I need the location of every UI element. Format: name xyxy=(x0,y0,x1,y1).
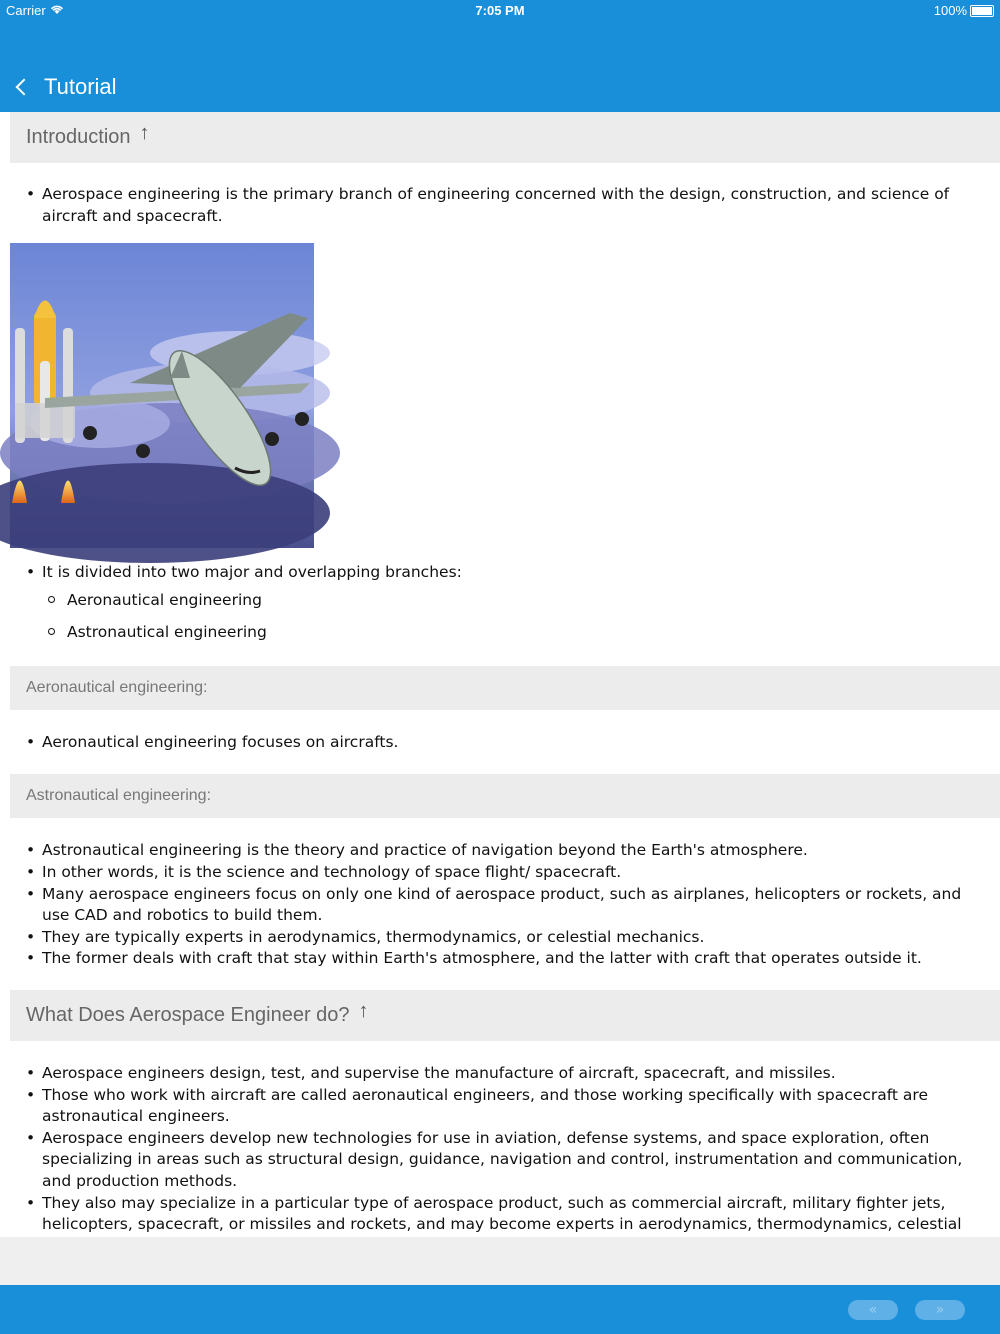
back-label: Tutorial xyxy=(44,74,117,99)
list-item: • Aerospace engineering is the primary branch of engineering concerned with the design, construction, and science of aircraft and spacecraft. xyxy=(26,184,986,227)
list-item: • Many aerospace engineers focus on only one kind of aerospace product, such as airplanes, helicopters or rockets, and use CAD and robotics to build them. xyxy=(26,884,986,927)
clock: 7:05 PM xyxy=(475,3,525,18)
next-page-button[interactable] xyxy=(915,1300,965,1320)
double-chevron-right-icon: » xyxy=(935,1302,945,1318)
branch-label: Aeronautical engineering xyxy=(67,590,262,609)
list-item: • In other words, it is the science and technology of space flight/ spacecraft. xyxy=(26,862,986,884)
list-item: • Those who work with aircraft are called aeronautical engineers, and those working specifically with spacecraft are astronautical engineers. xyxy=(26,1085,986,1128)
bottom-navigation-bar xyxy=(0,1285,1000,1334)
status-bar xyxy=(0,0,1000,22)
arrow-up-icon[interactable]: ↑ xyxy=(139,122,150,144)
section-title: What Does Aerospace Engineer do? xyxy=(26,1003,350,1026)
section-header-aeronautical xyxy=(10,666,1000,710)
battery-percent: 100% xyxy=(933,3,967,18)
list-item: • Astronautical engineering is the theory and practice of navigation beyond the Earth's atmosphere. xyxy=(26,840,986,862)
list-item: • Aerospace engineers design, test, and supervise the manufacture of aircraft, spacecraft, and missiles. xyxy=(26,1063,986,1085)
double-chevron-left-icon: « xyxy=(868,1302,878,1318)
back-button[interactable] xyxy=(12,74,117,100)
section-title: Astronautical engineering: xyxy=(26,787,212,805)
section-header-what-does[interactable] xyxy=(10,990,1000,1041)
section-header-introduction[interactable] xyxy=(10,112,1000,163)
battery-icon xyxy=(970,5,994,17)
branch-item xyxy=(48,584,1000,616)
branch-list xyxy=(48,584,1000,648)
section-header-astronautical xyxy=(10,774,1000,818)
toolbar-area xyxy=(0,1237,1000,1285)
list-item: • They also may specialize in a particular type of aerospace product, such as commercial aircraft, military fighter jets, helicopters, spacecraft, or missiles and rockets, and may become experts in aerodynamics, thermodynamics, celestial xyxy=(26,1193,986,1258)
section-title: Aeronautical engineering: xyxy=(26,678,208,696)
tutorial-content[interactable] xyxy=(0,112,1000,1237)
list-item: • The former deals with craft that stay within Earth's atmosphere, and the latter with craft that operates outside it. xyxy=(26,948,986,970)
branch-item xyxy=(48,616,1000,648)
previous-page-button[interactable] xyxy=(848,1300,898,1320)
battery-indicator xyxy=(934,3,994,18)
list-item: • They are typically experts in aerodynamics, thermodynamics, or celestial mechanics. xyxy=(26,927,986,949)
bullet-circle-icon xyxy=(48,596,55,603)
list-item: • Aerospace engineers develop new technologies for use in aviation, defense systems, and space exploration, often specializing in areas such as structural design, guidance, navigation and control, instrumentation and communication, and production methods. xyxy=(26,1128,986,1193)
bullet-circle-icon xyxy=(48,628,55,635)
list-item: • Aeronautical engineering focuses on aircrafts. xyxy=(26,732,986,754)
list-item: • It is divided into two major and overlapping branches: xyxy=(26,562,986,584)
chevron-left-icon xyxy=(16,79,33,96)
section-title: Introduction xyxy=(26,126,131,148)
branch-label: Astronautical engineering xyxy=(67,622,267,641)
aerospace-illustration xyxy=(10,243,314,548)
arrow-up-icon[interactable]: ↑ xyxy=(358,999,369,1022)
navigation-bar xyxy=(0,22,1000,112)
carrier-label: Carrier xyxy=(6,3,46,18)
